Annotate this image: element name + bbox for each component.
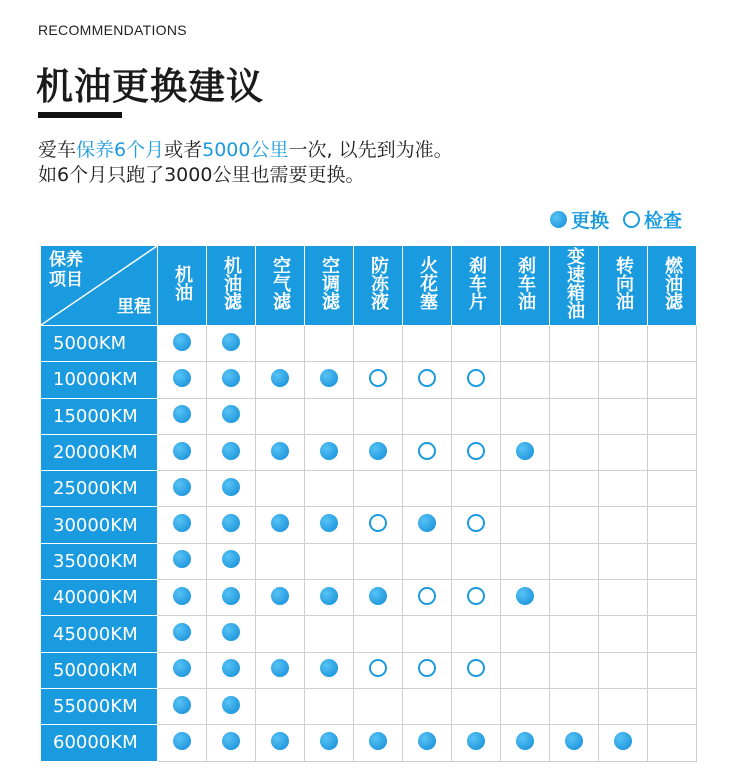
table-cell <box>158 652 207 688</box>
column-header-label: 燃油滤 <box>662 256 683 310</box>
table-cell <box>207 688 256 724</box>
table-cell <box>403 434 452 470</box>
filled-dot-icon <box>418 732 436 750</box>
table-cell <box>354 543 403 579</box>
legend-replace <box>550 206 609 233</box>
table-cell <box>158 398 207 434</box>
filled-dot-icon <box>222 696 240 714</box>
table-cell <box>452 326 501 362</box>
table-cell <box>354 398 403 434</box>
table-cell <box>501 398 550 434</box>
filled-dot-icon <box>320 587 338 605</box>
table-cell <box>550 507 599 543</box>
table-cell <box>256 471 305 507</box>
filled-dot-icon <box>516 442 534 460</box>
table-cell <box>452 507 501 543</box>
ring-dot-icon <box>623 211 640 228</box>
table-cell <box>452 688 501 724</box>
table-row <box>41 725 697 761</box>
eyebrow-label: RECOMMENDATIONS <box>38 22 187 38</box>
table-cell <box>158 616 207 652</box>
table-cell <box>648 543 697 579</box>
desc-text: 爱车 <box>38 139 77 161</box>
table-cell <box>501 362 550 398</box>
table-cell <box>501 652 550 688</box>
ring-dot-icon <box>418 442 436 460</box>
table-row <box>41 471 697 507</box>
filled-dot-icon <box>565 732 583 750</box>
table-cell <box>158 725 207 761</box>
table-cell <box>550 580 599 616</box>
table-cell <box>354 580 403 616</box>
table-cell <box>550 362 599 398</box>
table-cell <box>550 543 599 579</box>
table-corner-header <box>41 246 158 326</box>
table-cell <box>501 580 550 616</box>
table-cell <box>501 543 550 579</box>
table-row <box>41 688 697 724</box>
filled-dot-icon <box>173 732 191 750</box>
ring-dot-icon <box>369 659 387 677</box>
filled-dot-icon <box>173 550 191 568</box>
table-cell <box>305 725 354 761</box>
ring-dot-icon <box>418 369 436 387</box>
table-cell <box>599 543 648 579</box>
table-cell <box>599 362 648 398</box>
column-header <box>550 246 599 326</box>
description <box>38 138 453 188</box>
maintenance-table <box>40 245 697 762</box>
table-cell <box>256 543 305 579</box>
table-cell <box>403 471 452 507</box>
legend-replace-label: 更换 <box>570 210 609 232</box>
table-cell <box>207 543 256 579</box>
filled-dot-icon <box>550 211 567 228</box>
filled-dot-icon <box>173 442 191 460</box>
desc-text: 一次, 以先到为准。 <box>288 139 453 161</box>
table-row <box>41 652 697 688</box>
table-cell <box>305 326 354 362</box>
title-underline <box>38 112 122 118</box>
filled-dot-icon <box>173 369 191 387</box>
ring-dot-icon <box>467 442 485 460</box>
mileage-cell: 25000KM <box>41 471 158 507</box>
table-cell <box>403 543 452 579</box>
table-cell <box>648 471 697 507</box>
table-cell <box>305 434 354 470</box>
table-cell <box>207 580 256 616</box>
filled-dot-icon <box>222 442 240 460</box>
table-row <box>41 580 697 616</box>
table-row <box>41 543 697 579</box>
table-cell <box>599 688 648 724</box>
column-header <box>158 246 207 326</box>
table-cell <box>207 434 256 470</box>
table-cell <box>403 580 452 616</box>
table-cell <box>452 725 501 761</box>
table-cell <box>158 471 207 507</box>
table-cell <box>550 326 599 362</box>
table-row <box>41 616 697 652</box>
ring-dot-icon <box>467 369 485 387</box>
column-header-label: 防冻液 <box>368 256 389 310</box>
table-cell <box>354 507 403 543</box>
column-header-label: 空调滤 <box>319 256 340 310</box>
table-cell <box>305 616 354 652</box>
table-cell <box>207 362 256 398</box>
filled-dot-icon <box>222 514 240 532</box>
table-cell <box>550 725 599 761</box>
column-header-label: 变速箱油 <box>564 247 585 319</box>
table-cell <box>354 471 403 507</box>
table-cell <box>207 725 256 761</box>
table-cell <box>599 652 648 688</box>
filled-dot-icon <box>173 405 191 423</box>
filled-dot-icon <box>369 587 387 605</box>
table-cell <box>550 471 599 507</box>
filled-dot-icon <box>320 369 338 387</box>
column-header <box>305 246 354 326</box>
table-cell <box>354 326 403 362</box>
corner-items-label: 保养 项目 <box>49 250 83 290</box>
filled-dot-icon <box>173 333 191 351</box>
table-cell <box>550 688 599 724</box>
filled-dot-icon <box>271 732 289 750</box>
table-cell <box>207 507 256 543</box>
table-cell <box>403 725 452 761</box>
table-cell <box>354 434 403 470</box>
table-cell <box>207 398 256 434</box>
table-cell <box>207 471 256 507</box>
mileage-cell: 10000KM <box>41 362 158 398</box>
mileage-cell: 35000KM <box>41 543 158 579</box>
table-cell <box>648 326 697 362</box>
table-cell <box>648 688 697 724</box>
mileage-cell: 55000KM <box>41 688 158 724</box>
filled-dot-icon <box>320 514 338 532</box>
table-cell <box>256 580 305 616</box>
table-cell <box>452 398 501 434</box>
ring-dot-icon <box>369 369 387 387</box>
table-cell <box>648 580 697 616</box>
filled-dot-icon <box>222 405 240 423</box>
desc-text: 或者 <box>164 139 203 161</box>
table-cell <box>648 725 697 761</box>
table-cell <box>501 434 550 470</box>
filled-dot-icon <box>271 514 289 532</box>
table-row <box>41 507 697 543</box>
column-header-label: 机油滤 <box>221 256 242 310</box>
table-cell <box>256 616 305 652</box>
table-cell <box>648 362 697 398</box>
ring-dot-icon <box>418 587 436 605</box>
filled-dot-icon <box>271 659 289 677</box>
filled-dot-icon <box>271 442 289 460</box>
table-cell <box>403 362 452 398</box>
filled-dot-icon <box>222 623 240 641</box>
table-cell <box>354 616 403 652</box>
table-cell <box>256 725 305 761</box>
page-title: 机油更换建议 <box>36 65 264 108</box>
table-cell <box>501 616 550 652</box>
table-cell <box>648 507 697 543</box>
table-cell <box>452 543 501 579</box>
table-cell <box>158 434 207 470</box>
table-cell <box>599 507 648 543</box>
filled-dot-icon <box>173 623 191 641</box>
mileage-cell: 40000KM <box>41 580 158 616</box>
table-cell <box>403 326 452 362</box>
mileage-cell: 30000KM <box>41 507 158 543</box>
description-line-2: 如6个月只跑了3000公里也需要更换。 <box>38 164 365 186</box>
table-cell <box>403 652 452 688</box>
table-cell <box>256 434 305 470</box>
column-header <box>403 246 452 326</box>
ring-dot-icon <box>369 514 387 532</box>
table-cell <box>305 543 354 579</box>
table-cell <box>256 362 305 398</box>
table-body <box>41 326 697 762</box>
filled-dot-icon <box>614 732 632 750</box>
table-cell <box>501 725 550 761</box>
table-cell <box>599 326 648 362</box>
filled-dot-icon <box>222 333 240 351</box>
table-cell <box>452 580 501 616</box>
filled-dot-icon <box>222 659 240 677</box>
filled-dot-icon <box>222 587 240 605</box>
mileage-cell: 5000KM <box>41 326 158 362</box>
mileage-cell: 60000KM <box>41 725 158 761</box>
filled-dot-icon <box>173 478 191 496</box>
table-cell <box>452 652 501 688</box>
filled-dot-icon <box>173 659 191 677</box>
table-cell <box>354 652 403 688</box>
table-cell <box>158 507 207 543</box>
mileage-cell: 45000KM <box>41 616 158 652</box>
table-cell <box>501 507 550 543</box>
filled-dot-icon <box>320 732 338 750</box>
filled-dot-icon <box>369 442 387 460</box>
table-cell <box>599 398 648 434</box>
table-row <box>41 398 697 434</box>
filled-dot-icon <box>516 587 534 605</box>
ring-dot-icon <box>418 659 436 677</box>
table-cell <box>403 398 452 434</box>
table-cell <box>599 471 648 507</box>
table-cell <box>305 362 354 398</box>
column-header-label: 火花塞 <box>417 256 438 310</box>
filled-dot-icon <box>516 732 534 750</box>
column-header <box>599 246 648 326</box>
table-row <box>41 434 697 470</box>
filled-dot-icon <box>173 587 191 605</box>
table-cell <box>207 326 256 362</box>
legend-check-label: 检查 <box>643 210 682 232</box>
table-cell <box>256 398 305 434</box>
filled-dot-icon <box>418 514 436 532</box>
mileage-cell: 20000KM <box>41 434 158 470</box>
column-header <box>354 246 403 326</box>
table-cell <box>354 362 403 398</box>
table-cell <box>207 652 256 688</box>
table-cell <box>305 398 354 434</box>
table-cell <box>354 688 403 724</box>
table-cell <box>501 471 550 507</box>
filled-dot-icon <box>173 514 191 532</box>
filled-dot-icon <box>222 732 240 750</box>
table-cell <box>452 616 501 652</box>
legend <box>550 206 682 233</box>
filled-dot-icon <box>320 659 338 677</box>
table-cell <box>158 326 207 362</box>
table-cell <box>599 580 648 616</box>
table-cell <box>207 616 256 652</box>
table-cell <box>403 507 452 543</box>
desc-highlight-distance: 5000公里 <box>202 139 289 161</box>
table-cell <box>648 434 697 470</box>
table-cell <box>452 434 501 470</box>
table-cell <box>648 398 697 434</box>
column-header <box>256 246 305 326</box>
column-header <box>501 246 550 326</box>
corner-mileage-label: 里程 <box>117 297 151 317</box>
column-header <box>452 246 501 326</box>
ring-dot-icon <box>467 659 485 677</box>
description-line-1 <box>38 138 453 163</box>
table-cell <box>501 326 550 362</box>
table-header-row <box>41 246 697 326</box>
column-header <box>207 246 256 326</box>
table-cell <box>550 652 599 688</box>
table-cell <box>501 688 550 724</box>
legend-check <box>623 206 682 233</box>
table-cell <box>599 434 648 470</box>
filled-dot-icon <box>467 732 485 750</box>
table-cell <box>648 616 697 652</box>
table-cell <box>403 688 452 724</box>
mileage-cell: 15000KM <box>41 398 158 434</box>
table-cell <box>256 326 305 362</box>
table-cell <box>256 507 305 543</box>
table-cell <box>550 616 599 652</box>
table-cell <box>256 688 305 724</box>
column-header-label: 空气滤 <box>270 256 291 310</box>
ring-dot-icon <box>467 587 485 605</box>
table-cell <box>452 471 501 507</box>
mileage-cell: 50000KM <box>41 652 158 688</box>
table-cell <box>158 688 207 724</box>
filled-dot-icon <box>271 369 289 387</box>
column-header-label: 刹车油 <box>515 256 536 310</box>
table-cell <box>256 652 305 688</box>
filled-dot-icon <box>173 696 191 714</box>
table-cell <box>158 362 207 398</box>
table-row <box>41 326 697 362</box>
table-cell <box>550 434 599 470</box>
table-cell <box>599 725 648 761</box>
column-header <box>648 246 697 326</box>
table-cell <box>305 471 354 507</box>
filled-dot-icon <box>222 550 240 568</box>
table-row <box>41 362 697 398</box>
ring-dot-icon <box>467 514 485 532</box>
table-cell <box>452 362 501 398</box>
table-cell <box>158 543 207 579</box>
table-cell <box>550 398 599 434</box>
filled-dot-icon <box>369 732 387 750</box>
table-cell <box>305 688 354 724</box>
table-cell <box>305 580 354 616</box>
table-cell <box>599 616 648 652</box>
table-cell <box>648 652 697 688</box>
column-header-label: 转向油 <box>613 256 634 310</box>
column-header-label: 机油 <box>172 265 193 301</box>
filled-dot-icon <box>271 587 289 605</box>
filled-dot-icon <box>320 442 338 460</box>
table-cell <box>305 652 354 688</box>
filled-dot-icon <box>222 369 240 387</box>
filled-dot-icon <box>222 478 240 496</box>
table-cell <box>354 725 403 761</box>
table-cell <box>403 616 452 652</box>
table-cell <box>305 507 354 543</box>
column-header-label: 刹车片 <box>466 256 487 310</box>
table-cell <box>158 580 207 616</box>
desc-highlight-period: 保养6个月 <box>76 139 165 161</box>
